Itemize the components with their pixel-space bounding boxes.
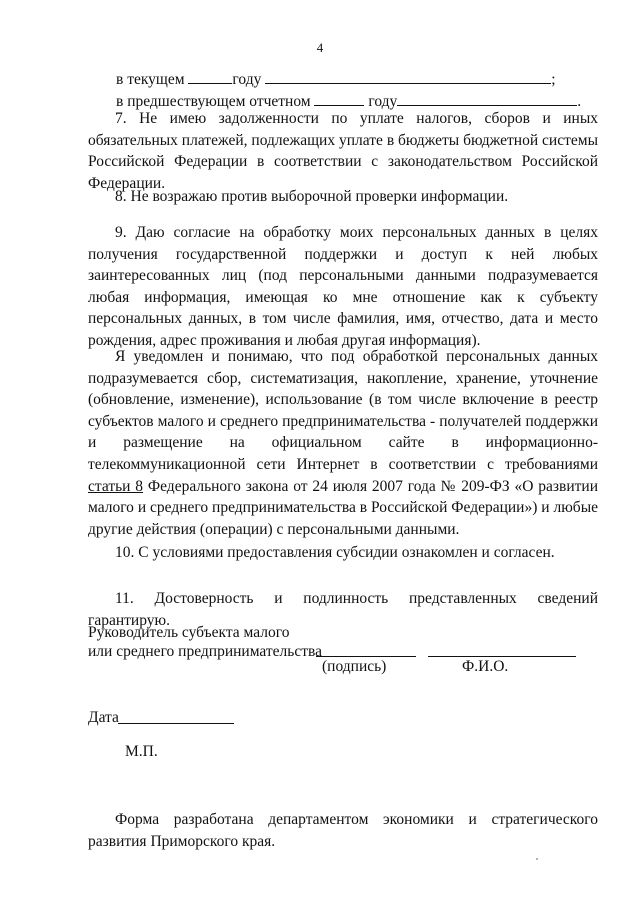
previous-year-blank[interactable] [314, 91, 364, 106]
law-article-link[interactable]: статьи 8 [88, 477, 144, 495]
previous-year-word: году [368, 93, 398, 110]
full-name-line[interactable] [428, 656, 576, 657]
item-9-notice-text-end: Федерального закона от 24 июля 2007 года № 209-ФЗ «О развитии малого и среднего предпринимательства в Российской Федерации») и любые другие действия (операции) с персональными данными. [88, 477, 598, 538]
item-11: 11. Достоверность и подлинность представленных сведений гарантирую. [88, 590, 598, 629]
current-year-amount-blank[interactable] [265, 69, 551, 84]
signature-caption: (подпись) [322, 658, 387, 675]
date-line[interactable] [118, 723, 234, 724]
full-name-caption: Ф.И.О. [462, 658, 509, 675]
current-year-word: году [232, 71, 262, 88]
scan-speck [536, 858, 538, 860]
item-9: 9. Даю согласие на обработку моих персональных данных в целях получения государственной поддержки и доступ к ней любых заинтересованных лиц (под персональными данными подразумевается любая информация, имеющая ко мне отношение как к субъекту персональных данных, в том числе фамилия, имя, отчество, дата и место рождения, адрес проживания и любая другая информация). [88, 224, 598, 349]
previous-year-end: . [577, 93, 582, 110]
signatory-role-line-1: Руководитель субъекта малого [88, 624, 290, 641]
form-origin-note: Форма разработана департаментом экономики и стратегического развития Приморского края. [88, 811, 598, 850]
page-number: 4 [316, 40, 324, 55]
item-7: 7. Не имею задолженности по уплате налогов, сборов и иных обязательных платежей, подлежащих уплате в бюджеты бюджетной системы Российской Федерации в соответствии с законодательством Российской Федерации. [88, 110, 598, 192]
current-year-debt-line [116, 69, 556, 89]
signature-line[interactable] [316, 656, 416, 657]
item-8: 8. Не возражаю против выборочной проверки информации. [115, 188, 509, 205]
current-year-end: ; [551, 71, 556, 88]
seal-placeholder-label: М.П. [125, 743, 158, 760]
previous-year-prefix: в предшествующем отчетном [116, 93, 311, 110]
current-year-blank[interactable] [188, 69, 232, 84]
current-year-prefix: в текущем [116, 71, 185, 88]
previous-year-amount-blank[interactable] [397, 91, 577, 106]
date-label: Дата [88, 709, 119, 726]
signatory-role-line-2: или среднего предпринимательства [88, 643, 322, 660]
item-10: 10. С условиями предоставления субсидии ознакомлен и согласен. [115, 544, 555, 561]
item-9-notice [88, 346, 598, 540]
item-9-notice-text-start: Я уведомлен и понимаю, что под обработкой персональных данных подразумевается сбор, систематизация, накопление, хранение, уточнение (обновление, изменение), использование (в том числе включение в реестр субъектов малого и среднего предпринимательства - получателей поддержки и размещение на официальном сайте в информационно-телекоммуникационной сети Интернет в соответствии с требованиями [88, 348, 598, 473]
